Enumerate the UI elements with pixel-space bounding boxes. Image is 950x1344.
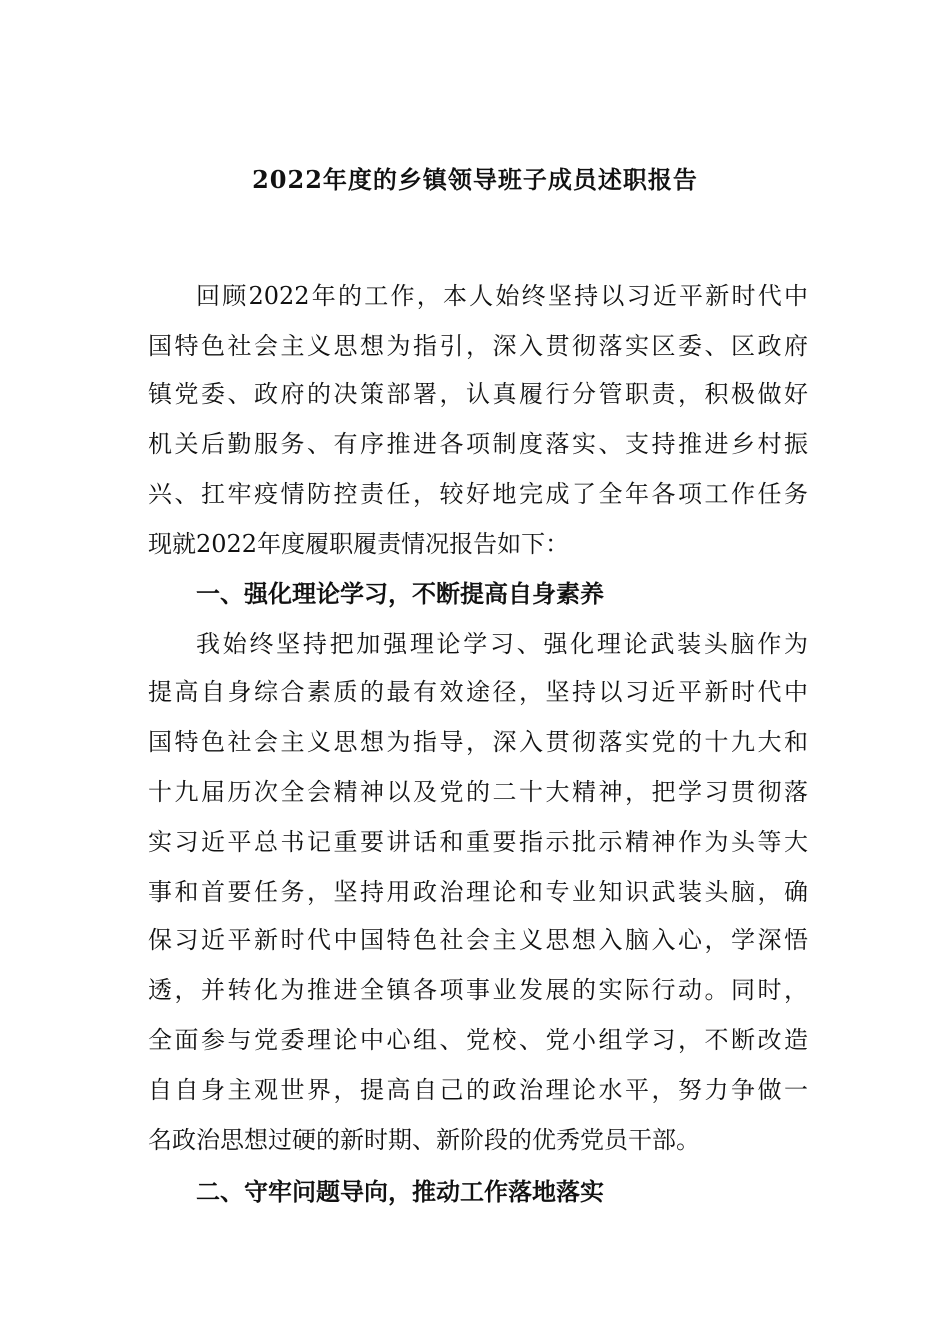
section-1-line-6: 事和首要任务，坚持用政治理论和专业知识武装头脑，确 (148, 878, 808, 906)
intro-line-6: 现就2022年度履职履责情况报告如下： (148, 530, 570, 558)
document-title: 2022年度的乡镇领导班子成员述职报告 (252, 165, 698, 194)
intro-line-3: 镇党委、政府的决策部署，认真履行分管职责，积极做好 (148, 380, 808, 408)
section-1-line-3: 国特色社会主义思想为指导，深入贯彻落实党的十九大和 (148, 728, 808, 756)
section-1-line-4: 十九届历次全会精神以及党的二十大精神，把学习贯彻落 (148, 778, 808, 806)
section-1-line-11: 名政治思想过硬的新时期、新阶段的优秀党员干部。 (148, 1126, 700, 1154)
section-1-heading: 一、强化理论学习，不断提高自身素养 (196, 579, 604, 608)
section-1-line-8: 透，并转化为推进全镇各项事业发展的实际行动。同时， (148, 976, 808, 1004)
intro-line-2: 国特色社会主义思想为指引，深入贯彻落实区委、区政府 (148, 332, 808, 360)
section-1-line-2: 提高自身综合素质的最有效途径，坚持以习近平新时代中 (148, 678, 808, 706)
intro-line-1: 回顾2022年的工作，本人始终坚持以习近平新时代中 (196, 282, 808, 310)
section-1-line-1: 我始终坚持把加强理论学习、强化理论武装头脑作为 (196, 630, 808, 658)
section-2-heading: 二、守牢问题导向，推动工作落地落实 (196, 1177, 604, 1206)
intro-line-4: 机关后勤服务、有序推进各项制度落实、支持推进乡村振 (148, 430, 808, 458)
section-1-line-10: 自自身主观世界，提高自己的政治理论水平，努力争做一 (148, 1076, 808, 1104)
section-1-line-5: 实习近平总书记重要讲话和重要指示批示精神作为头等大 (148, 828, 808, 856)
section-1-line-7: 保习近平新时代中国特色社会主义思想入脑入心，学深悟 (148, 926, 808, 954)
section-1-line-9: 全面参与党委理论中心组、党校、党小组学习，不断改造 (148, 1026, 808, 1054)
intro-line-5: 兴、扛牢疫情防控责任，较好地完成了全年各项工作任务 (148, 480, 808, 508)
